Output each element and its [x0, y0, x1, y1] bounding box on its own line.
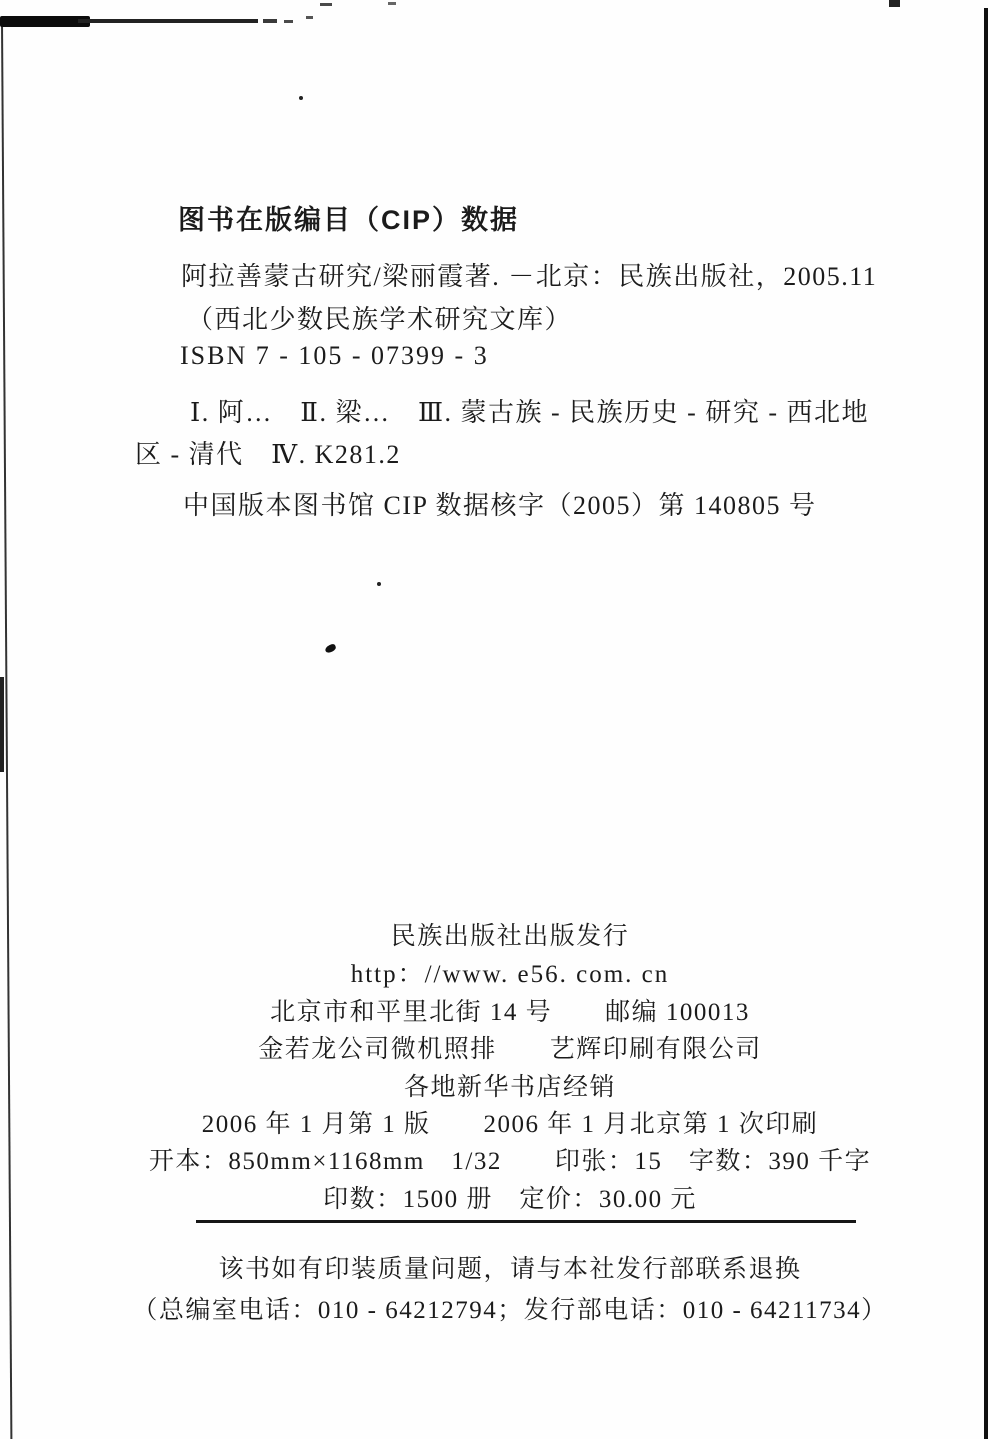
scan-smudge-dash: [263, 19, 277, 23]
ink-fleck: [324, 643, 337, 654]
colophon-typesetting: 金若龙公司微机照排 艺辉印刷有限公司: [258, 1036, 762, 1063]
divider-rule: [196, 1220, 856, 1223]
ink-speck: [377, 582, 381, 586]
page-edge-left-blob: [0, 677, 4, 772]
contact-phone-notice: （总编室电话：010 - 64212794；发行部电话：010 - 64211734）: [132, 1297, 888, 1324]
scan-corner-mark: [889, 0, 900, 7]
colophon-price: 印数：1500 册 定价：30.00 元: [323, 1186, 697, 1213]
scan-smudge: [0, 16, 90, 27]
scan-smudge-dash: [284, 20, 293, 23]
scan-smudge-dash: [320, 3, 332, 6]
cip-title-line: 阿拉善蒙古研究/梁丽霞著. －北京：民族出版社，2005.11: [181, 262, 878, 291]
colophon-website: http：//www. e56. com. cn: [350, 961, 670, 988]
cip-isbn-line: ISBN 7 - 105 - 07399 - 3: [180, 341, 489, 370]
colophon-edition: 2006 年 1 月第 1 版 2006 年 1 月北京第 1 次印刷: [201, 1111, 819, 1138]
scan-smudge-tail: [78, 19, 258, 23]
colophon-address: 北京市和平里北街 14 号 邮编 100013: [270, 999, 750, 1026]
quality-notice: 该书如有印装质量问题，请与本社发行部联系退换: [218, 1256, 802, 1283]
scan-smudge-dash: [306, 16, 313, 19]
cip-classification-line: 区 - 清代 Ⅳ. K281.2: [135, 440, 401, 469]
cip-record-number-line: 中国版本图书馆 CIP 数据核字（2005）第 140805 号: [183, 491, 817, 520]
colophon-format: 开本：850mm×1168mm 1/32 印张：15 字数：390 千字: [148, 1148, 872, 1175]
cip-classification-line: Ⅰ. 阿… Ⅱ. 梁… Ⅲ. 蒙古族 - 民族历史 - 研究 - 西北地: [190, 398, 869, 427]
scan-smudge-dash: [388, 2, 396, 5]
cip-series-line: （西北少数民族学术研究文库）: [187, 305, 573, 334]
colophon-publisher: 民族出版社出版发行: [390, 923, 630, 950]
colophon-distribution: 各地新华书店经销: [403, 1074, 616, 1101]
ink-speck: [299, 96, 303, 100]
page-edge-right: [984, 8, 988, 1439]
cip-heading: 图书在版编目（CIP）数据: [178, 205, 520, 235]
